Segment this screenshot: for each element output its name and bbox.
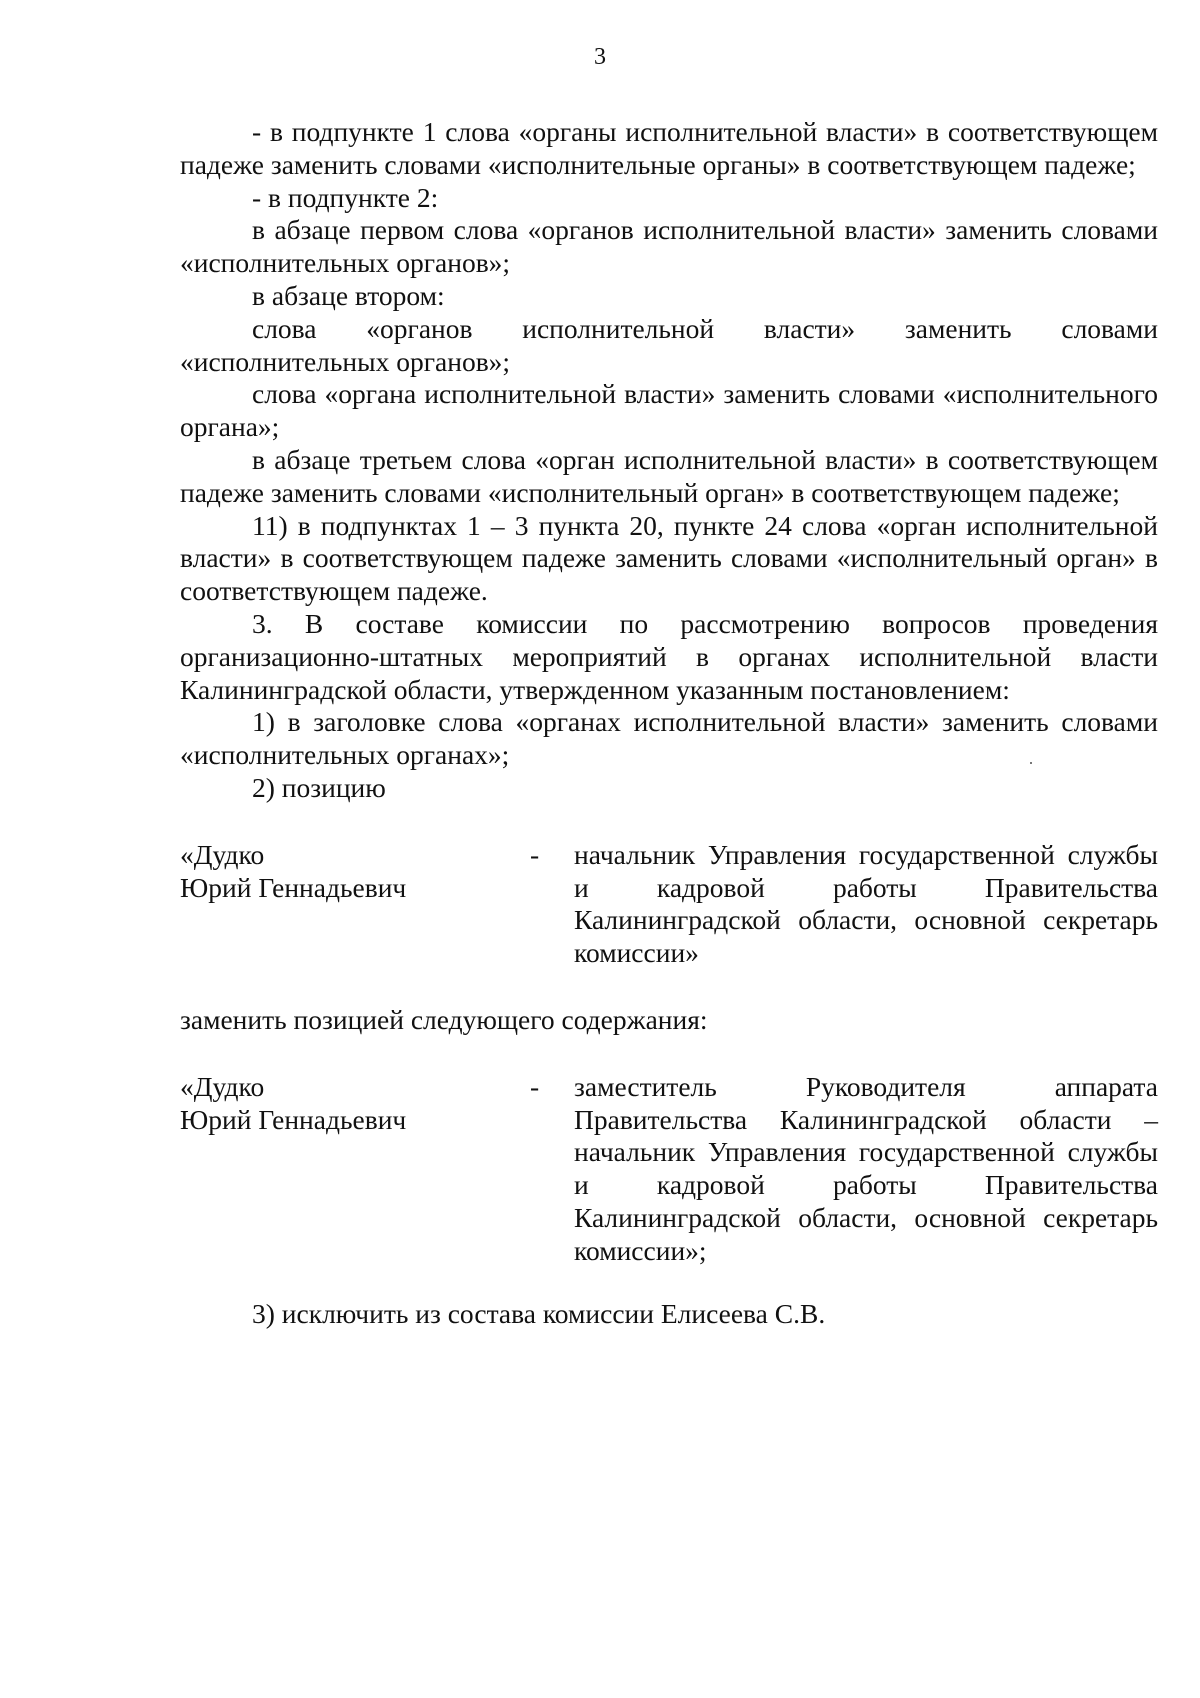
paragraph-words-organov: слова «органов исполнительной власти» заменить словами «исполнительных органов»; <box>180 312 1158 377</box>
paragraph-subpoint-1: - в подпункте 1 слова «органы исполнительной власти» в соответствующем падеже заменить словами «исполнительные органы» в соответствующем падеже; <box>180 116 1158 180</box>
paragraph-section-3: 3. В составе комиссии по рассмотрению вопросов проведения организационно-штатных мероприятий в органах исполнительной власти Калининградской области, утвержденном указанным постановлением: <box>180 607 1158 705</box>
paragraph-item-3: 3) исключить из состава комиссии Елисеева С.В. <box>252 1297 826 1329</box>
position-new-given-name: Юрий Геннадьевич <box>180 1103 407 1135</box>
paragraph-third-abzac: в абзаце третьем слова «орган исполнительной власти» в соответствующем падеже заменить словами «исполнительный орган» в соответствующем падеже; <box>180 443 1158 508</box>
position-new-dash: - <box>530 1070 540 1102</box>
paragraph-item-1: 1) в заголовке слова «органах исполнительной власти» заменить словами «исполнительных органах»; <box>180 706 1158 771</box>
paragraph-first-abzac: в абзаце первом слова «органов исполнительной власти» заменить словами «исполнительных органов»; <box>180 214 1158 279</box>
position-old-surname: «Дудко <box>180 838 265 870</box>
paragraph-replace: заменить позицией следующего содержания: <box>180 1003 708 1035</box>
spacer <box>180 1037 1158 1071</box>
paragraph-item-11: 11) в подпунктах 1 – 3 пункта 20, пункте 24 слова «орган исполнительной власти» в соответствующем падеже заменить словами «исполнительный орган» в соответствующем падеже. <box>180 509 1158 607</box>
position-new-surname: «Дудко <box>180 1070 265 1102</box>
position-old-name <box>180 839 530 970</box>
position-new-name <box>180 1071 530 1268</box>
spacer <box>180 970 1158 1004</box>
position-old-dash: - <box>530 838 540 870</box>
spacer <box>180 1268 1158 1298</box>
scan-dot <box>1030 762 1032 764</box>
position-new-description: заместитель Руководителя аппарата Правительства Калининградской области – начальник Управления государственной службы и кадровой работы Правительства Калининградской области, основной секретарь комиссии»; <box>574 1070 1158 1266</box>
paragraph-second-abzac: в абзаце втором: <box>252 279 445 311</box>
document-body <box>180 116 1158 1330</box>
position-old <box>180 839 1158 970</box>
spacer <box>180 805 1158 839</box>
paragraph-words-organa: слова «органа исполнительной власти» заменить словами «исполнительного органа»; <box>180 378 1158 443</box>
page-number: 3 <box>594 44 606 70</box>
position-old-given-name: Юрий Геннадьевич <box>180 871 407 903</box>
position-old-description: начальник Управления государственной службы и кадровой работы Правительства Калининградской области, основной секретарь комиссии» <box>574 838 1158 969</box>
paragraph-subpoint-2: - в подпункте 2: <box>252 181 439 213</box>
position-new <box>180 1071 1158 1268</box>
paragraph-item-2: 2) позицию <box>252 771 386 803</box>
